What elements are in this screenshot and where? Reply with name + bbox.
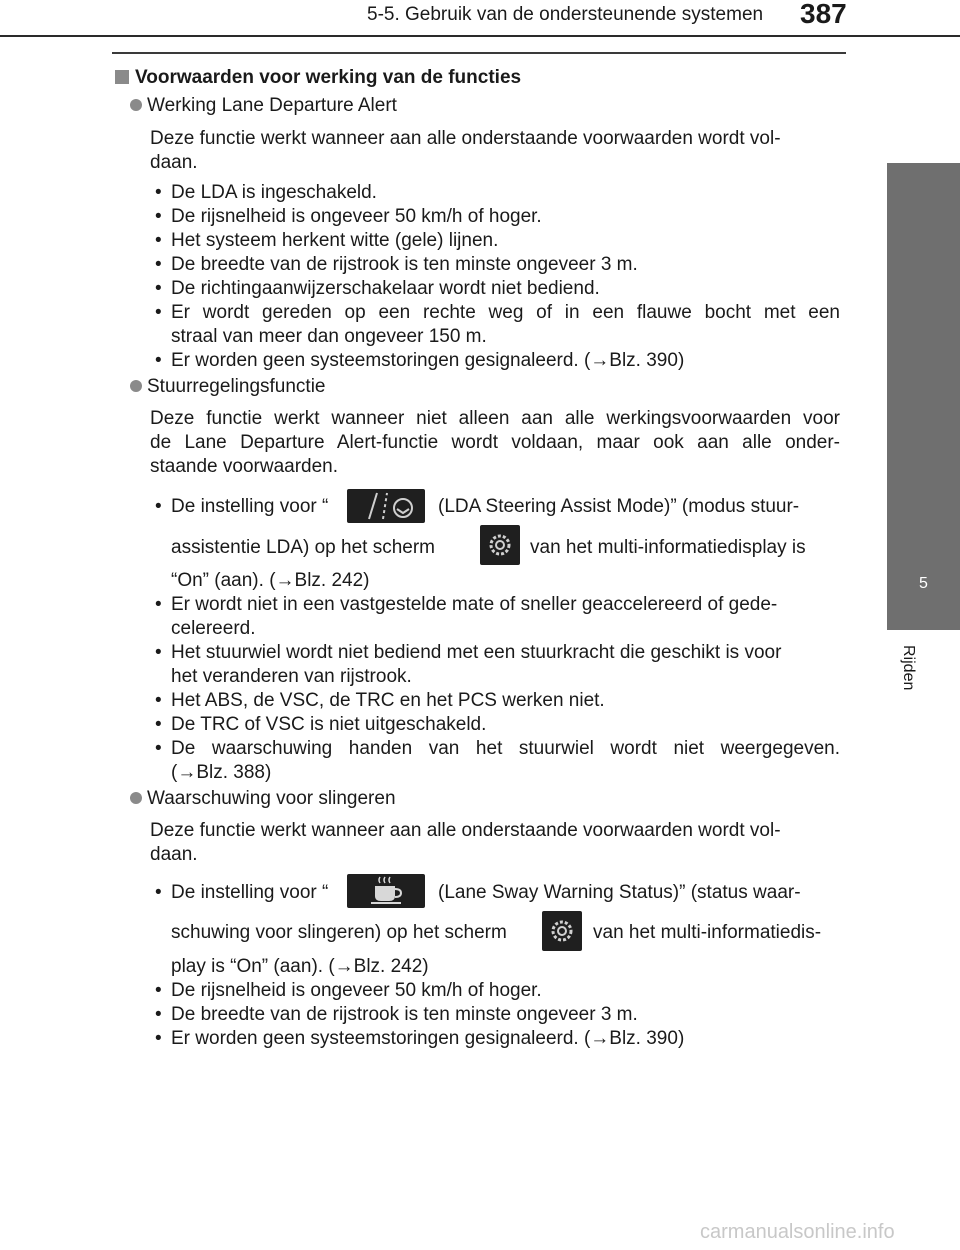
- list-item-text: assistentie LDA) op het scherm: [171, 537, 436, 558]
- chapter-tab: [887, 163, 960, 630]
- section-heading: Voorwaarden voor werking van de functies: [115, 66, 521, 90]
- list-item-text: (Lane Sway Warning Status)” (status waar-: [438, 882, 801, 903]
- bullet: •: [155, 1028, 162, 1049]
- bullet: •: [155, 980, 162, 1001]
- settings-gear-icon: [480, 525, 520, 565]
- bullet: •: [155, 690, 162, 711]
- watermark: carmanualsonline.info: [700, 1221, 895, 1243]
- paragraph: daan.: [150, 844, 198, 865]
- bullet: •: [155, 254, 162, 275]
- list-item: Er worden geen systeemstoringen gesignaleerd. (→Blz. 390): [171, 350, 685, 371]
- header-rule: [0, 35, 960, 37]
- list-item-text: play is “On” (aan). (→Blz. 242): [171, 956, 429, 977]
- circle-bullet-icon: [130, 99, 142, 111]
- paragraph: Deze functie werkt wanneer aan alle onderstaande voorwaarden wordt vol-: [150, 820, 781, 841]
- list-item: De LDA is ingeschakeld.: [171, 182, 377, 203]
- bullet: •: [155, 642, 162, 663]
- paragraph: daan.: [150, 152, 198, 173]
- subsection-title-lda: Werking Lane Departure Alert: [130, 94, 397, 118]
- list-item-cont: celereerd.: [171, 618, 256, 639]
- list-item-cont: het veranderen van rijstrook.: [171, 666, 412, 687]
- paragraph: Deze functie werkt wanneer aan alle onderstaande voorwaarden wordt vol-: [150, 128, 781, 149]
- list-item-text: van het multi-informatiedis-: [593, 922, 822, 943]
- coffee-cup-icon: [347, 874, 425, 908]
- list-item-text: “On” (aan). (→Blz. 242): [171, 570, 370, 591]
- bullet: •: [155, 714, 162, 735]
- list-item: De waarschuwing handen van het stuurwiel wordt niet weergegeven.: [171, 738, 840, 759]
- bullet: •: [155, 594, 162, 615]
- list-item-text: De instelling voor “: [171, 882, 329, 903]
- list-item-cont: straal van meer dan ongeveer 150 m.: [171, 326, 487, 347]
- list-item-text: van het multi-informatiedisplay is: [530, 537, 806, 558]
- circle-bullet-icon: [130, 792, 142, 804]
- chapter-number: 5: [919, 575, 928, 592]
- list-item: Het stuurwiel wordt niet bediend met een stuurkracht die geschikt is voor: [171, 642, 782, 663]
- list-item: De rijsnelheid is ongeveer 50 km/h of hoger.: [171, 980, 542, 1001]
- list-item-text: schuwing voor slingeren) op het scherm: [171, 922, 507, 943]
- list-item: Er worden geen systeemstoringen gesignaleerd. (→Blz. 390): [171, 1028, 685, 1049]
- subsection-title-steering: Stuurregelingsfunctie: [130, 375, 326, 399]
- list-item: Er wordt gereden op een rechte weg of in een flauwe bocht met een: [171, 302, 840, 323]
- bullet: •: [155, 882, 162, 903]
- list-item-cont: (→Blz. 388): [171, 762, 272, 783]
- content-rule: [112, 52, 846, 54]
- list-item: De breedte van de rijstrook is ten minste ongeveer 3 m.: [171, 1004, 638, 1025]
- list-item: Het systeem herkent witte (gele) lijnen.: [171, 230, 499, 251]
- bullet: •: [155, 496, 162, 517]
- bullet: •: [155, 182, 162, 203]
- bullet: •: [155, 230, 162, 251]
- list-item: Er wordt niet in een vastgestelde mate of sneller geaccelereerd of gede-: [171, 594, 778, 615]
- list-item: De breedte van de rijstrook is ten minste ongeveer 3 m.: [171, 254, 638, 275]
- bullet: •: [155, 350, 162, 371]
- chapter-label: Rijden: [900, 645, 917, 691]
- settings-gear-icon: [542, 911, 582, 951]
- subsection-title-sway: Waarschuwing voor slingeren: [130, 787, 396, 811]
- list-item: Het ABS, de VSC, de TRC en het PCS werken niet.: [171, 690, 605, 711]
- bullet: •: [155, 206, 162, 227]
- list-item-text: De instelling voor “: [171, 496, 329, 517]
- paragraph: Deze functie werkt wanneer niet alleen aan alle werkingsvoorwaarden voor: [150, 408, 840, 429]
- paragraph: de Lane Departure Alert-functie wordt voldaan, maar ook aan alle onder-: [150, 432, 840, 453]
- circle-bullet-icon: [130, 380, 142, 392]
- list-item: De TRC of VSC is niet uitgeschakeld.: [171, 714, 487, 735]
- bullet: •: [155, 278, 162, 299]
- lda-steering-assist-icon: [347, 489, 425, 523]
- bullet: •: [155, 1004, 162, 1025]
- list-item: De richtingaanwijzerschakelaar wordt niet bediend.: [171, 278, 600, 299]
- list-item-text: (LDA Steering Assist Mode)” (modus stuur-: [438, 496, 800, 517]
- list-item: De rijsnelheid is ongeveer 50 km/h of hoger.: [171, 206, 542, 227]
- bullet: •: [155, 302, 162, 323]
- paragraph: staande voorwaarden.: [150, 456, 339, 477]
- header-section-title: 5-5. Gebruik van de ondersteunende systemen: [367, 4, 764, 25]
- page-number: 387: [800, 0, 847, 29]
- square-bullet-icon: [115, 70, 129, 84]
- bullet: •: [155, 738, 162, 759]
